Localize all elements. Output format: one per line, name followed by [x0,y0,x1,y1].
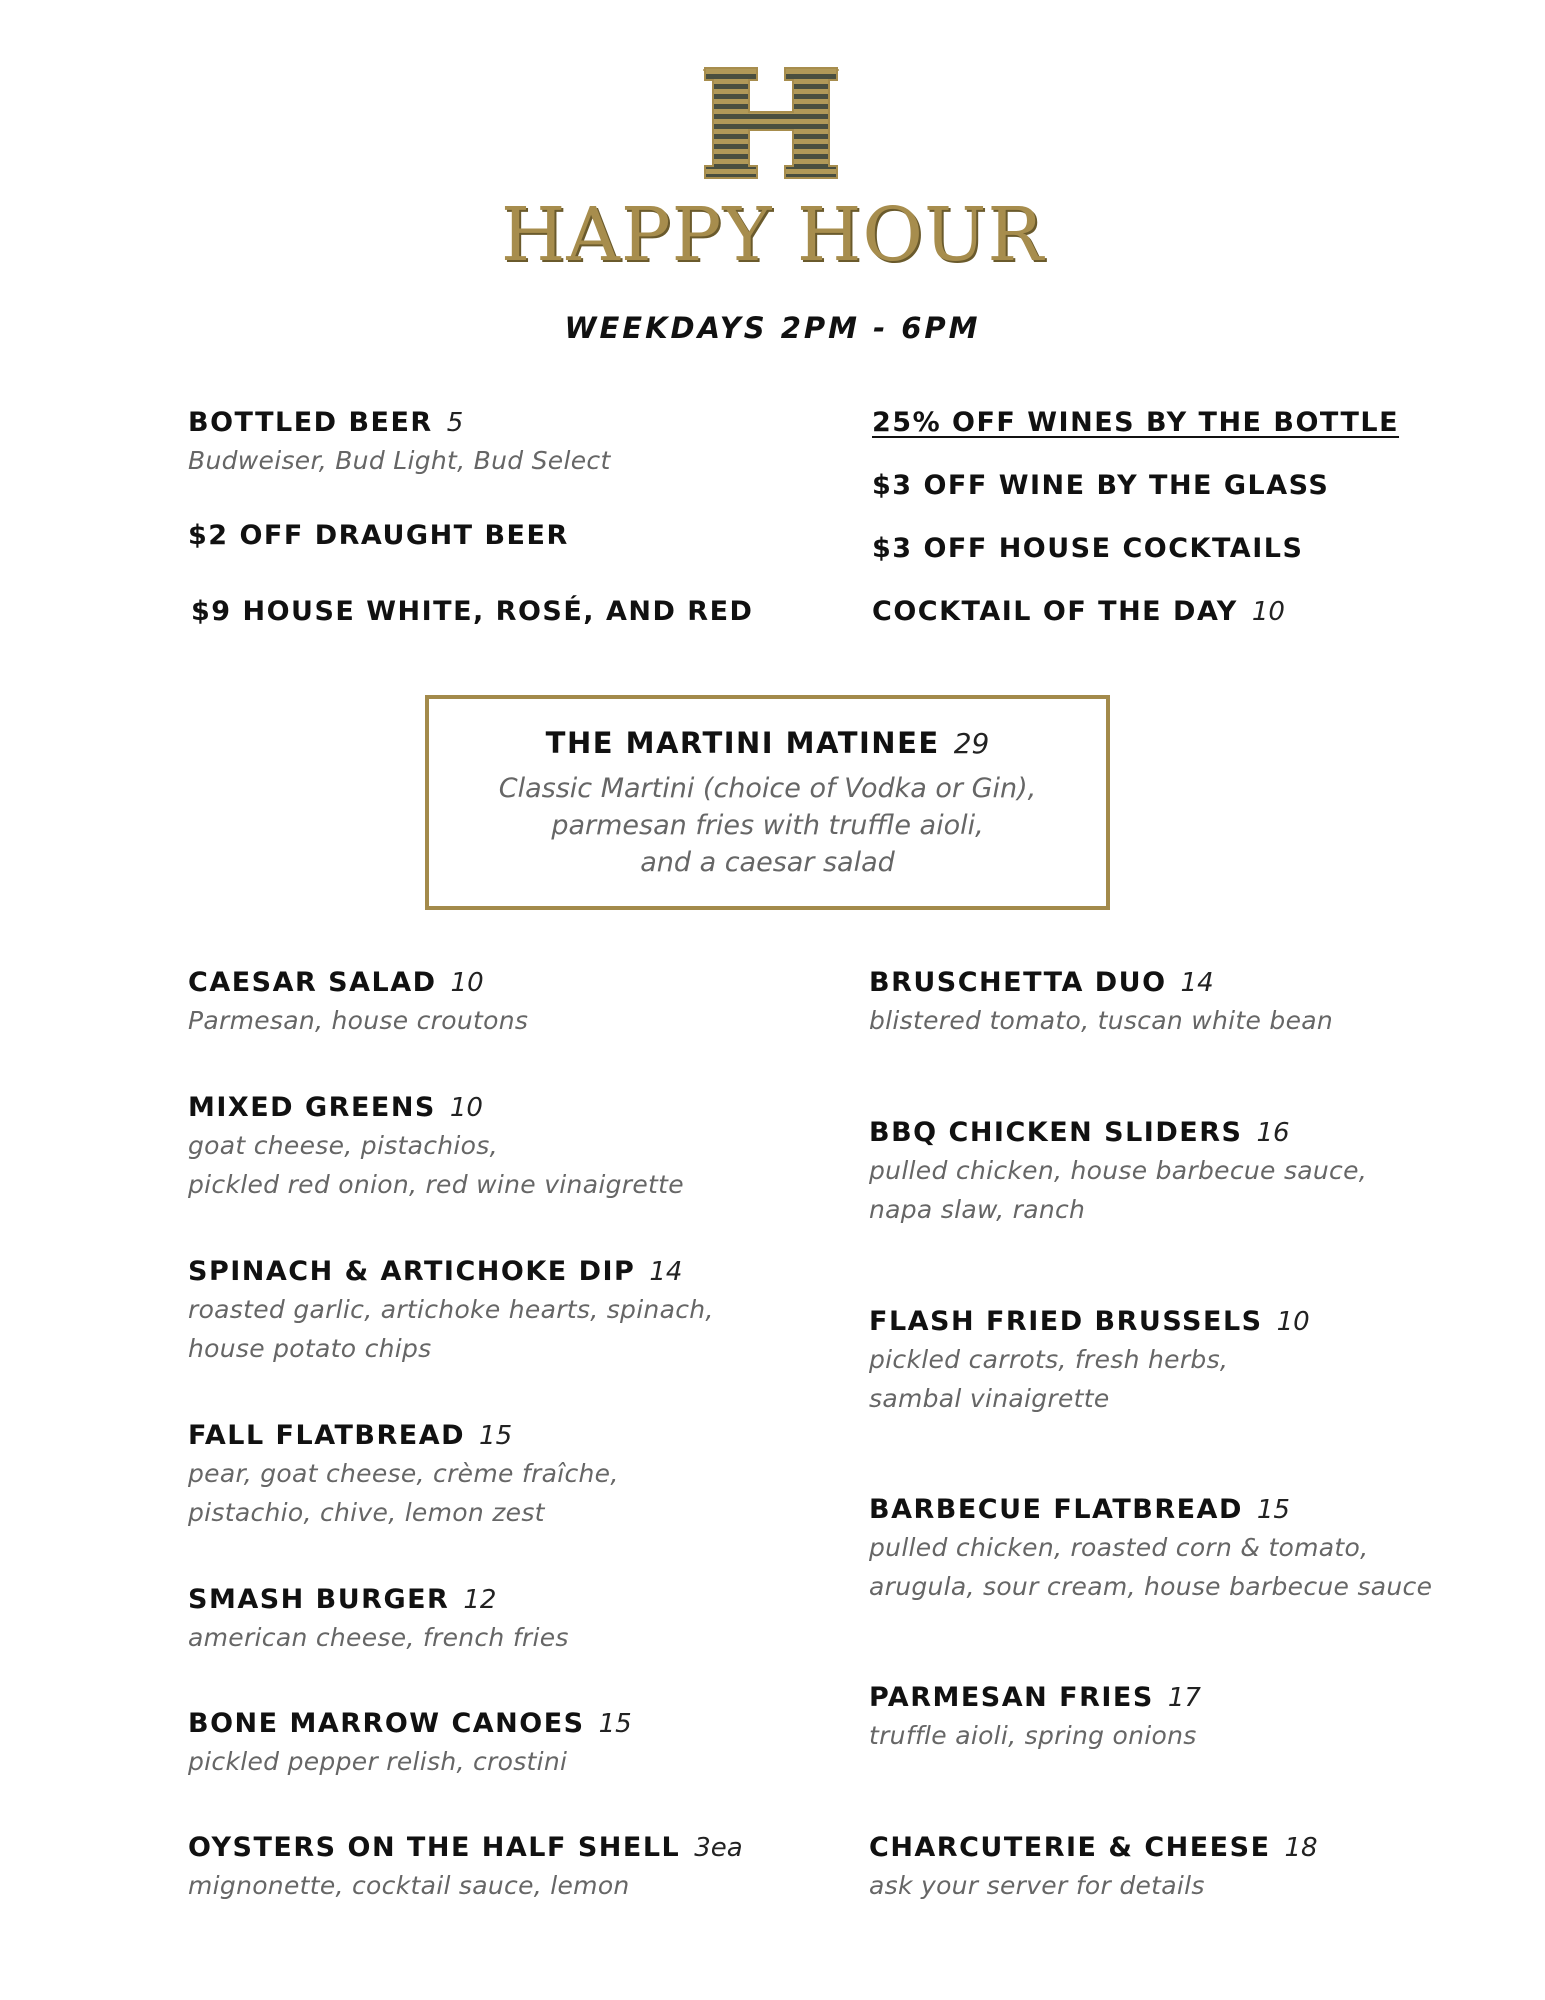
item-name: BARBECUE FLATBREAD [869,1494,1243,1525]
item-description: sambal vinaigrette [869,1384,1110,1413]
item-description: roasted garlic, artichoke hearts, spinach, [188,1295,714,1324]
item-price: 10 [450,968,484,998]
item-name: BONE MARROW CANOES [188,1708,585,1739]
item-description: pickled pepper relish, crostini [188,1747,568,1776]
drink-house-wine [191,594,753,630]
item-description: Parmesan, house croutons [188,1006,529,1035]
item-description: pear, goat cheese, crème fraîche, [188,1459,619,1488]
item-name: OYSTERS ON THE HALF SHELL [188,1832,681,1863]
promo-description-line: and a caesar salad [640,847,895,878]
food-item [869,1115,1367,1229]
food-item [188,1418,619,1532]
food-item [869,1830,1318,1905]
item-price: 15 [598,1709,632,1739]
promo-price: 29 [953,727,990,760]
item-description: arugula, sour cream, house barbecue sauce [869,1572,1433,1601]
food-item [869,1492,1432,1606]
food-item [188,965,528,1040]
item-description: pulled chicken, house barbecue sauce, [869,1156,1368,1185]
item-price: 14 [649,1257,683,1287]
food-item [869,1304,1310,1418]
item-price: 12 [463,1585,497,1615]
item-name: BOTTLED BEER [188,407,433,438]
martini-matinee-box [425,695,1110,910]
drink-draught [188,518,569,554]
item-name: 25% OFF WINES BY THE BOTTLE [872,407,1400,438]
food-item [188,1090,684,1204]
item-price: 17 [1167,1683,1201,1713]
item-price: 15 [479,1421,513,1451]
promo-description-line: parmesan fries with truffle aioli, [551,810,984,841]
item-price: 3ea [694,1833,743,1863]
item-description: Budweiser, Bud Light, Bud Select [188,446,611,475]
item-name: PARMESAN FRIES [869,1682,1154,1713]
item-name: SMASH BURGER [188,1584,450,1615]
hours-subtitle: WEEKDAYS 2PM - 6PM [564,311,981,345]
item-price: 18 [1284,1833,1318,1863]
item-name: CHARCUTERIE & CHEESE [869,1832,1271,1863]
item-name: $2 OFF DRAUGHT BEER [188,520,569,551]
item-description: house potato chips [188,1334,432,1363]
item-price: 16 [1256,1118,1290,1148]
food-item [188,1254,714,1368]
item-name: $9 HOUSE WHITE, ROSÉ, AND RED [191,596,754,627]
item-name: BBQ CHICKEN SLIDERS [869,1117,1243,1148]
food-item [188,1706,632,1781]
promo-description-line: Classic Martini (choice of Vodka or Gin), [498,773,1037,804]
page-title: HAPPY HOUR [500,192,1045,278]
item-description: pistachio, chive, lemon zest [188,1498,545,1527]
drink-cocktail-of-day [872,594,1285,630]
item-name: CAESAR SALAD [188,967,437,998]
item-description: pickled carrots, fresh herbs, [869,1345,1229,1374]
item-description: ask your server for details [869,1871,1205,1900]
item-price: 10 [1251,597,1285,627]
item-name: FLASH FRIED BRUSSELS [869,1306,1263,1337]
item-description: goat cheese, pistachios, [188,1131,498,1160]
item-price: 15 [1256,1495,1290,1525]
item-name: SPINACH & ARTICHOKE DIP [188,1256,636,1287]
drink-house-cocktails [872,531,1303,567]
item-price: 5 [446,408,464,438]
drink-wine-glass [872,468,1329,504]
item-description: truffle aioli, spring onions [869,1721,1197,1750]
item-name: MIXED GREENS [188,1092,436,1123]
item-description: blistered tomato, tuscan white bean [869,1006,1334,1035]
item-description: pickled red onion, red wine vinaigrette [188,1170,684,1199]
food-item [869,965,1333,1040]
item-description: mignonette, cocktail sauce, lemon [188,1871,630,1900]
drink-wine-bottle [872,405,1399,441]
food-item [869,1680,1201,1755]
item-name: $3 OFF HOUSE COCKTAILS [872,533,1304,564]
food-item [188,1582,569,1657]
drink-bottled-beer [188,405,611,480]
item-name: FALL FLATBREAD [188,1420,466,1451]
item-description: napa slaw, ranch [869,1195,1086,1224]
item-price: 14 [1180,968,1214,998]
item-name: BRUSCHETTA DUO [869,967,1167,998]
food-item [188,1830,743,1905]
item-description: pulled chicken, roasted corn & tomato, [869,1533,1369,1562]
item-price: 10 [449,1093,483,1123]
item-price: 10 [1276,1307,1310,1337]
promo-name: THE MARTINI MATINEE [545,726,940,760]
item-description: american cheese, french fries [188,1623,569,1652]
h-logo [701,64,841,182]
item-name: $3 OFF WINE BY THE GLASS [872,470,1330,501]
item-name: COCKTAIL OF THE DAY [872,596,1238,627]
